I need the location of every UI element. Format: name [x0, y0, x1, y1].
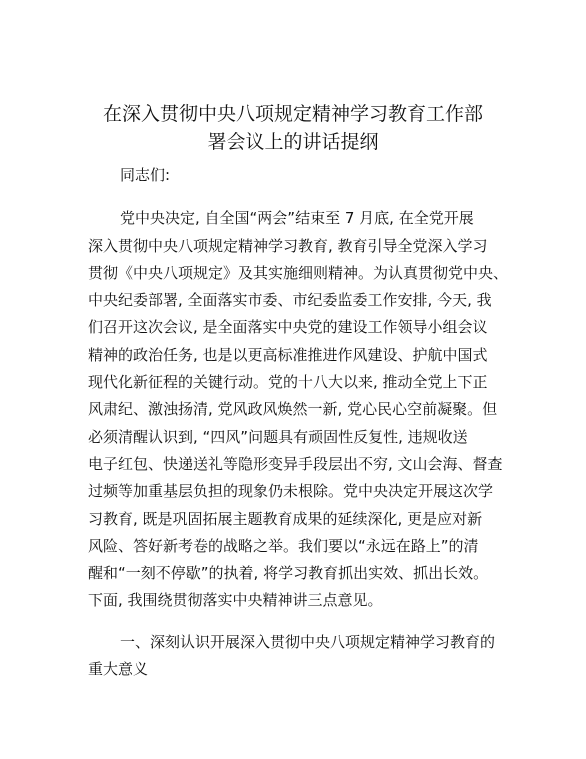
paragraph-line: 电子红包、快递送礼等隐形变异手段层出不穷, 文山会海、督查 — [88, 454, 503, 473]
document-title — [60, 100, 526, 156]
paragraph-intro — [88, 205, 509, 614]
section-heading-line: 一、深刻认识开展深入贯彻中央八项规定精神学习教育的 — [120, 632, 496, 651]
section-heading-line: 重大意义 — [88, 660, 149, 679]
paragraph-line: 们召开这次会议, 是全面落实中央党的建设工作领导小组会议 — [88, 318, 488, 337]
title-line-1: 在深入贯彻中央八项规定精神学习教育工作部 — [102, 103, 483, 125]
paragraph-line: 党中央决定, 自全国“两会”结束至 7 月底, 在全党开展 — [120, 209, 474, 228]
paragraph-line: 风肃纪、激浊扬清, 党风政风焕然一新, 党心民心空前凝聚。但 — [88, 400, 498, 419]
paragraph-line: 贯彻《中央八项规定》及其实施细则精神。为认真贯彻党中央、 — [88, 263, 509, 282]
paragraph-line: 现代化新征程的关键行动。党的十八大以来, 推动全党上下正 — [88, 373, 488, 392]
greeting: 同志们: — [120, 166, 171, 184]
paragraph-line: 深入贯彻中央八项规定精神学习教育, 教育引导全党深入学习 — [88, 236, 488, 255]
paragraph-line: 习教育, 既是巩固拓展主题教育成果的延续深化, 更是应对新 — [88, 509, 483, 528]
title-line-2: 署会议上的讲话提纲 — [207, 131, 379, 153]
paragraph-line: 必须清醒认识到, “四风”问题具有顽固性反复性, 违规收送 — [88, 427, 468, 446]
paragraph-line: 中央纪委部署, 全面落实市委、市纪委监委工作安排, 今天, 我 — [88, 291, 492, 310]
paragraph-line: 醒和“一刻不停歇”的执着, 将学习教育抓出实效、抓出长效。 — [88, 564, 489, 583]
paragraph-line: 过频等加重基层负担的现象仍未根除。党中央决定开展这次学 — [88, 482, 494, 501]
paragraph-line: 精神的政治任务, 也是以更高标准推进作风建设、护航中国式 — [88, 345, 488, 364]
document-body — [88, 162, 509, 683]
paragraph-line: 风险、答好新考卷的战略之举。我们要以“永远在路上”的清 — [88, 536, 479, 555]
section-heading-1 — [88, 629, 504, 684]
paragraph-line: 下面, 我围绕贯彻落实中央精神讲三点意见。 — [88, 591, 383, 610]
paragraph-spacer — [88, 615, 504, 629]
